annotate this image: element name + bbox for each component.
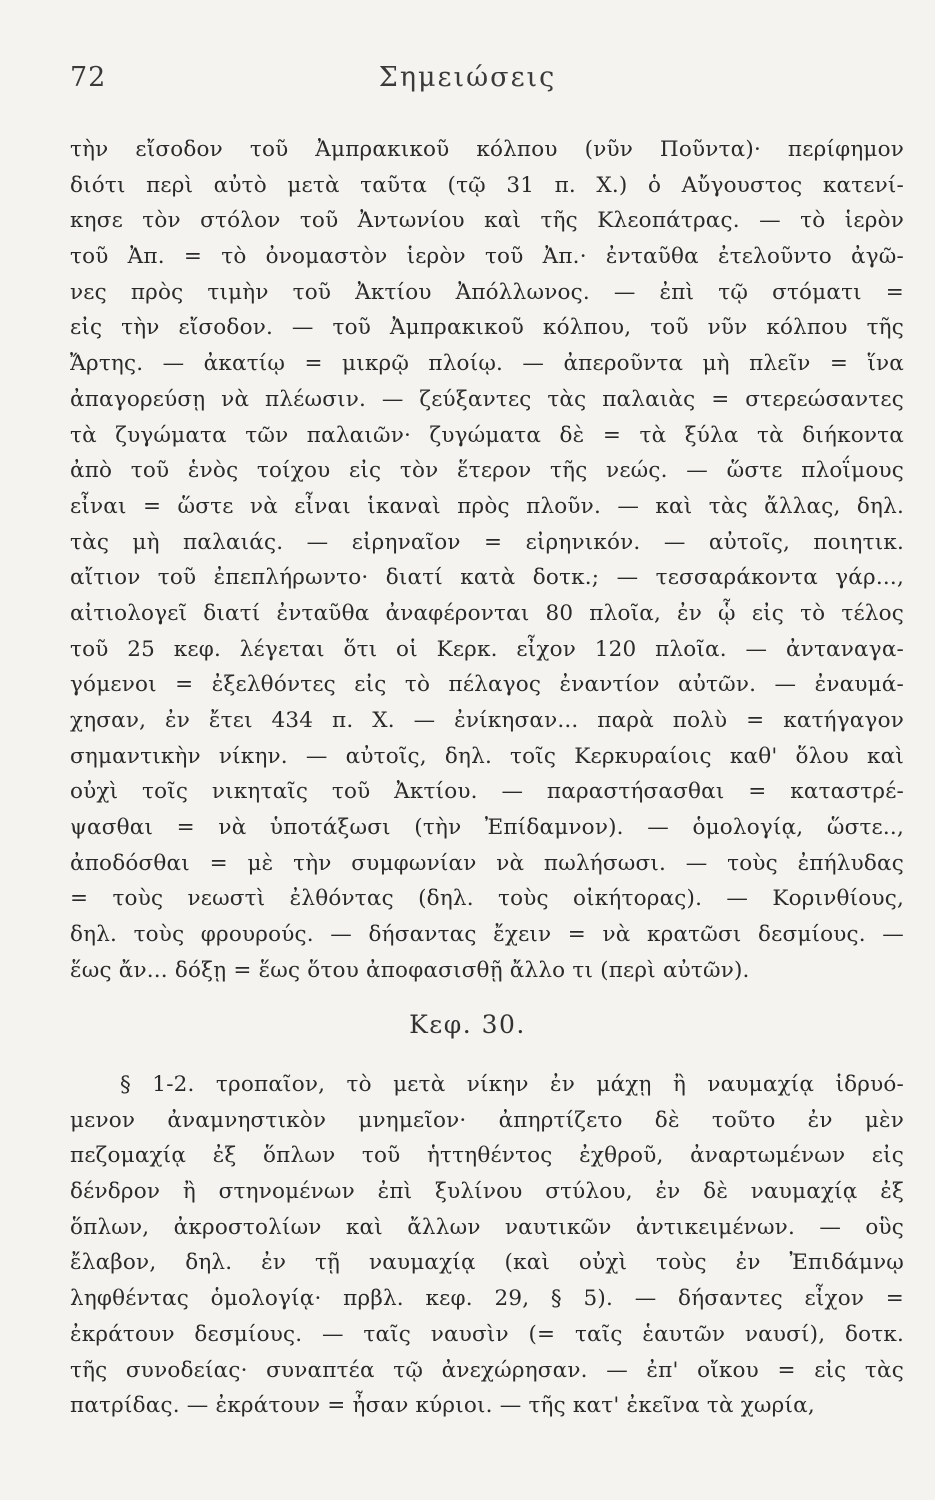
text-line: τὰ ζυγώματα τῶν παλαιῶν· ζυγώματα δὲ = τὰ ξύλα τὰ διήκοντα	[70, 422, 904, 448]
section-heading: Κεφ. 30.	[409, 1010, 526, 1039]
text-line: πατρίδας. — ἐκράτουν = ἦσαν κύριοι. — τῆς κατ' ἐκεῖνα τὰ χωρία,	[70, 1393, 815, 1419]
text-line: Ἄρτης. — ἀκατίῳ = μικρῷ πλοίῳ. — ἀπεροῦντα μὴ πλεῖν = ἵνα	[70, 351, 904, 377]
text-line: ἐκράτουν δεσμίους. — ταῖς ναυσὶν (= ταῖς ἑαυτῶν ναυσί), δοτκ.	[70, 1321, 904, 1347]
section-text	[70, 1067, 904, 1424]
text-line: τὰς μὴ παλαιάς. — εἰρηναῖον = εἰρηνικόν. — αὐτοῖς, ποιητικ.	[70, 529, 904, 555]
running-title: Σημειώσεις	[378, 62, 557, 93]
notes-text	[70, 132, 904, 989]
text-line: ἀπὸ τοῦ ἑνὸς τοίχου εἰς τὸν ἕτερον τῆς νεώς. — ὥστε πλοΐμους	[70, 458, 904, 484]
text-line: δηλ. τοὺς φρουρούς. — δήσαντας ἔχειν = νὰ κρατῶσι δεσμίους. —	[70, 922, 904, 948]
text-line: γόμενοι = ἐξελθόντες εἰς τὸ πέλαγος ἐναντίον αὐτῶν. — ἐναυμά-	[70, 672, 904, 698]
text-line: αἰτιολογεῖ διατί ἐνταῦθα ἀναφέρονται 80 πλοῖα, ἐν ᾧ εἰς τὸ τέλος	[70, 600, 904, 626]
text-line: διότι περὶ αὐτὸ μετὰ ταῦτα (τῷ 31 π. Χ.) ὁ Αὔγουστος κατενί-	[70, 172, 904, 198]
text-line: ἔλαβον, δηλ. ἐν τῇ ναυμαχίᾳ (καὶ οὐχὶ τοὺς ἐν Ἐπιδάμνῳ	[70, 1250, 904, 1276]
text-line: νες πρὸς τιμὴν τοῦ Ἀκτίου Ἀπόλλωνος. — ἐπὶ τῷ στόματι =	[70, 279, 904, 305]
text-line: χησαν, ἐν ἔτει 434 π. Χ. — ἐνίκησαν... παρὰ πολὺ = κατήγαγον	[70, 708, 904, 733]
text-line: τοῦ 25 κεφ. λέγεται ὅτι οἱ Κερκ. εἶχον 120 πλοῖα. — ἀνταναγα-	[70, 636, 904, 662]
text-line: = τοὺς νεωστὶ ἐλθόντας (δηλ. τοὺς οἰκήτορας). — Κορινθίους,	[70, 886, 904, 912]
page-number: 72	[70, 62, 107, 93]
text-line: τῆς συνοδείας· συναπτέα τῷ ἀνεχώρησαν. — ἐπ' οἴκου = εἰς τὰς	[70, 1357, 904, 1383]
text-line: εἰς τὴν εἴσοδον. — τοῦ Ἀμπρακικοῦ κόλπου, τοῦ νῦν κόλπου τῆς	[70, 315, 904, 341]
text-line: δένδρον ἢ στηνομένων ἐπὶ ξυλίνου στύλου, ἐν δὲ ναυμαχίᾳ ἐξ	[70, 1179, 904, 1205]
text-line: κησε τὸν στόλον τοῦ Ἀντωνίου καὶ τῆς Κλεοπάτρας. — τὸ ἱερὸν	[70, 208, 904, 234]
text-line: οὐχὶ τοῖς νικηταῖς τοῦ Ἀκτίου. — παραστήσασθαι = καταστρέ-	[70, 779, 904, 805]
text-line: ἀπαγορεύσῃ νὰ πλέωσιν. — ζεύξαντες τὰς παλαιὰς = στερεώσαντες	[70, 386, 904, 412]
text-line: ψασθαι = νὰ ὑποτάξωσι (τὴν Ἐπίδαμνον). — ὁμολογίᾳ, ὥστε..,	[70, 815, 904, 841]
text-line: σημαντικὴν νίκην. — αὐτοῖς, δηλ. τοῖς Κερκυραίοις καθ' ὅλου καὶ	[70, 743, 904, 769]
text-line: μενον ἀναμνηστικὸν μνημεῖον· ἀπηρτίζετο δὲ τοῦτο ἐν μὲν	[70, 1107, 904, 1133]
text-line: ληφθέντας ὁμολογίᾳ· πρβλ. κεφ. 29, § 5). — δήσαντες εἶχον =	[70, 1286, 904, 1312]
text-line: τοῦ Ἀπ. = τὸ ὀνομαστὸν ἱερὸν τοῦ Ἀπ.· ἐνταῦθα ἐτελοῦντο ἀγῶ-	[70, 244, 904, 270]
text-line: εἶναι = ὥστε νὰ εἶναι ἱκαναὶ πρὸς πλοῦν. — καὶ τὰς ἄλλας, δηλ.	[70, 493, 904, 519]
text-line: ὅπλων, ἀκροστολίων καὶ ἄλλων ναυτικῶν ἀντικειμένων. — οὓς	[70, 1214, 904, 1240]
text-line: τὴν εἴσοδον τοῦ Ἀμπρακικοῦ κόλπου (νῦν Ποῦντα)· περίφημον	[70, 137, 904, 162]
text-line: ἀποδόσθαι = μὲ τὴν συμφωνίαν νὰ πωλήσωσι. — τοὺς ἐπήλυδας	[70, 850, 904, 876]
text-line: ἕως ἄν... δόξῃ = ἕως ὅτου ἀποφασισθῇ ἄλλο τι (περὶ αὐτῶν).	[70, 957, 750, 983]
text-line: § 1-2. τροπαῖον, τὸ μετὰ νίκην ἐν μάχῃ ἢ ναυμαχίᾳ ἱδρυό-	[120, 1072, 904, 1097]
text-line: αἴτιον τοῦ ἐπεπλήρωντο· διατί κατὰ δοτκ.; — τεσσαράκοντα γάρ...,	[70, 565, 904, 591]
text-line: πεζομαχίᾳ ἐξ ὅπλων τοῦ ἡττηθέντος ἐχθροῦ, ἀναρτωμένων εἰς	[70, 1143, 904, 1169]
